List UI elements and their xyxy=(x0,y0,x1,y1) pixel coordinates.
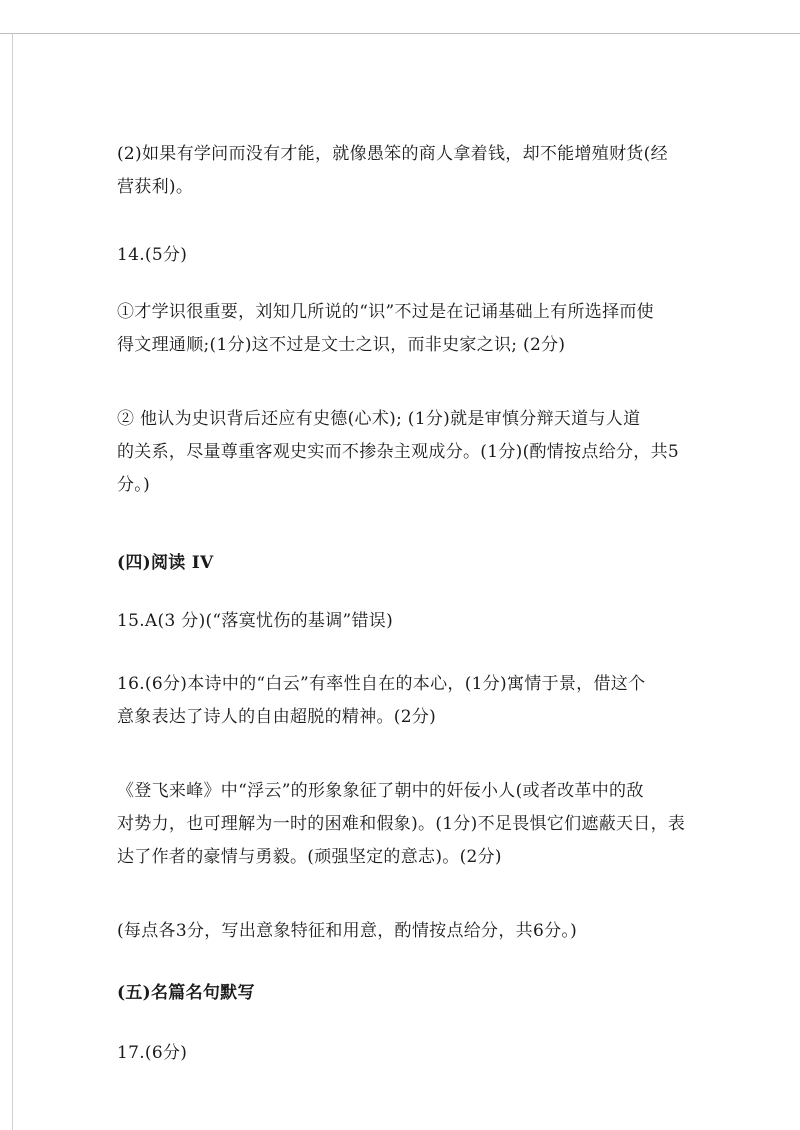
answer-16-point-2 xyxy=(117,775,702,874)
text-line: 的关系，尽量尊重客观史实而不掺杂主观成分。(1分)(酌情按点给分，共5 xyxy=(117,442,680,462)
text-line: 对势力，也可理解为一时的困难和假象)。(1分)不足畏惧它们遮蔽天日，表 xyxy=(117,814,686,834)
answer-14-point-1 xyxy=(117,296,702,362)
text-line: (四)阅读 IV xyxy=(117,553,214,573)
text-line: 15.A(3 分)(“落寞忧伤的基调”错误) xyxy=(117,611,394,631)
text-line: 得文理通顺;(1分)这不过是文士之识，而非史家之识; (2分) xyxy=(117,335,566,355)
text-line: (五)名篇名句默写 xyxy=(117,983,255,1003)
text-line: 《登飞来峰》中“浮云”的形象象征了朝中的奸佞小人(或者改革中的敌 xyxy=(117,781,644,801)
answer-15 xyxy=(117,605,702,638)
text-line: (每点各3分，写出意象特征和用意，酌情按点给分，共6分。) xyxy=(117,921,578,941)
text-line: (2)如果有学问而没有才能，就像愚笨的商人拿着钱，却不能增殖财货(经 xyxy=(117,144,668,164)
answer-13-part-2 xyxy=(117,138,702,204)
text-line: 分。) xyxy=(117,475,151,495)
text-line: 意象表达了诗人的自由超脱的精神。(2分) xyxy=(117,707,437,727)
section-5-heading xyxy=(117,977,702,1010)
text-line: 达了作者的豪情与勇毅。(顽强坚定的意志)。(2分) xyxy=(117,847,502,867)
answer-14-point-2 xyxy=(117,403,702,502)
answer-16-point-1 xyxy=(117,668,702,734)
question-14-heading xyxy=(117,239,702,272)
text-line: ② 他认为史识背后还应有史德(心术); (1分)就是审慎分辩天道与人道 xyxy=(117,409,641,429)
text-line: 营获利)。 xyxy=(117,177,194,197)
question-17-heading xyxy=(117,1037,702,1070)
text-line: 17.(6分) xyxy=(117,1043,188,1063)
text-line: ①才学识很重要，刘知几所说的“识”不过是在记诵基础上有所选择而使 xyxy=(117,302,654,322)
answer-16-scoring-note xyxy=(117,915,702,948)
text-line: 14.(5分) xyxy=(117,245,188,265)
section-4-heading xyxy=(117,547,702,580)
text-line: 16.(6分)本诗中的“白云”有率性自在的本心，(1分)寓情于景，借这个 xyxy=(117,674,646,694)
